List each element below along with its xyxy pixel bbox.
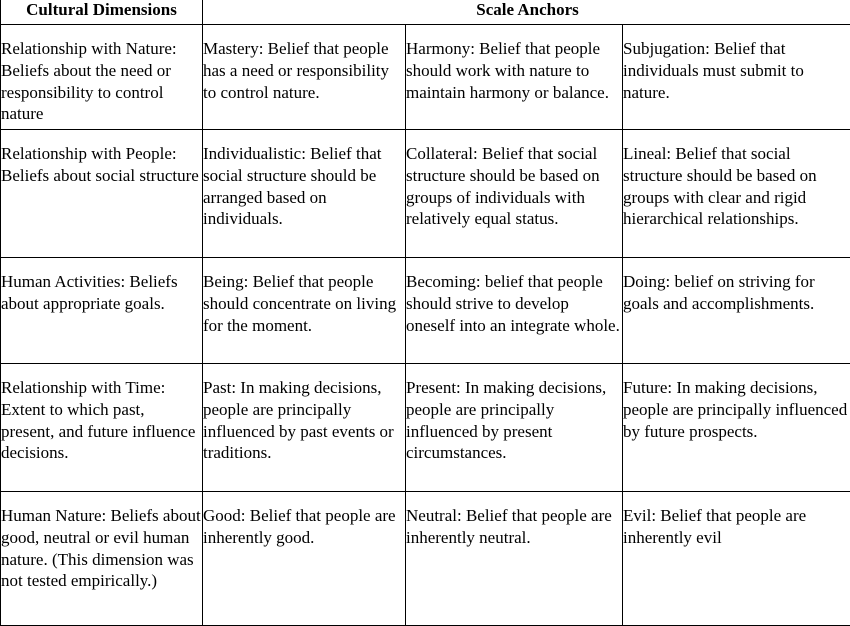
dimension-cell: Human Nature: Beliefs about good, neutral or evil human nature. (This dimension was not tested empirically.) [1, 492, 203, 626]
anchor-cell: Collateral: Belief that social structure should be based on groups of individuals with relatively equal status. [406, 130, 623, 258]
table-row [1, 492, 850, 626]
anchor-cell: Mastery: Belief that people has a need or responsibility to control nature. [203, 25, 406, 130]
anchor-cell: Harmony: Belief that people should work with nature to maintain harmony or balance. [406, 25, 623, 130]
header-scale-anchors: Scale Anchors [203, 0, 850, 25]
anchor-cell: Individualistic: Belief that social structure should be arranged based on individuals. [203, 130, 406, 258]
anchor-cell: Neutral: Belief that people are inherently neutral. [406, 492, 623, 626]
anchor-cell: Subjugation: Belief that individuals must submit to nature. [623, 25, 850, 130]
anchor-cell: Lineal: Belief that social structure should be based on groups with clear and rigid hierarchical relationships. [623, 130, 850, 258]
dimension-cell: Human Activities: Beliefs about appropriate goals. [1, 258, 203, 364]
anchor-cell: Doing: belief on striving for goals and accomplishments. [623, 258, 850, 364]
header-row [1, 0, 850, 25]
table-row [1, 364, 850, 492]
anchor-cell: Becoming: belief that people should strive to develop oneself into an integrate whole. [406, 258, 623, 364]
table-row [1, 130, 850, 258]
anchor-cell: Good: Belief that people are inherently good. [203, 492, 406, 626]
table-row [1, 25, 850, 130]
dimension-cell: Relationship with Nature: Beliefs about the need or responsibility to control nature [1, 25, 203, 130]
anchor-cell: Future: In making decisions, people are principally influenced by future prospects. [623, 364, 850, 492]
anchor-cell: Past: In making decisions, people are principally influenced by past events or traditions. [203, 364, 406, 492]
table-row [1, 258, 850, 364]
dimension-cell: Relationship with People: Beliefs about social structure [1, 130, 203, 258]
header-cultural-dimensions: Cultural Dimensions [1, 0, 203, 25]
anchor-cell: Being: Belief that people should concentrate on living for the moment. [203, 258, 406, 364]
dimension-cell: Relationship with Time: Extent to which past, present, and future influence decisions. [1, 364, 203, 492]
anchor-cell: Evil: Belief that people are inherently evil [623, 492, 850, 626]
anchor-cell: Present: In making decisions, people are principally influenced by present circumstances. [406, 364, 623, 492]
